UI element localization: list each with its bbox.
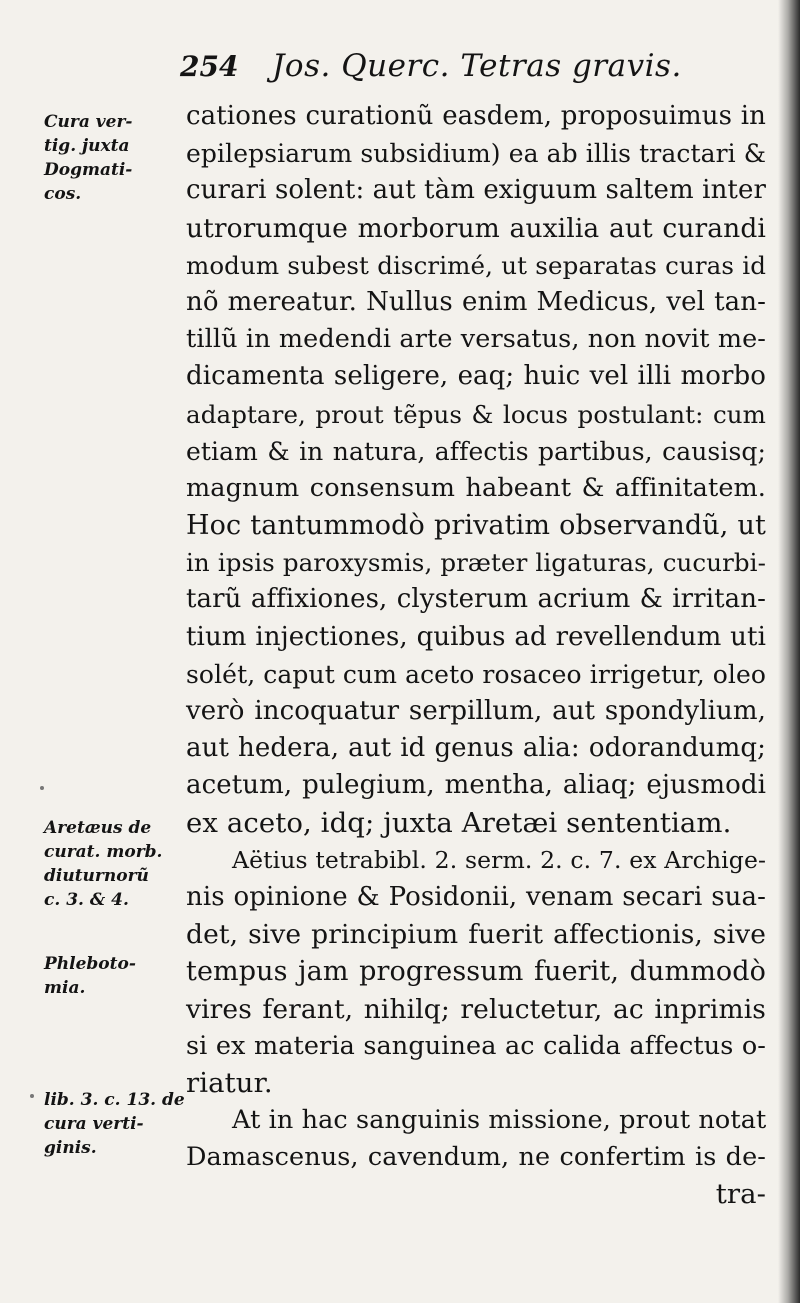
text-line: epilepsiarum subsidium) ea ab illis tractari &	[186, 139, 767, 169]
margin-speck	[30, 1094, 34, 1098]
text-line: aut hedera, aut id genus alia: odorandumq;	[186, 733, 766, 764]
text-line: modum subest discrimé, ut separatas curas id	[186, 250, 766, 280]
margin-note-phlebotomia: Phleboto- mia.	[44, 954, 136, 998]
text-line: At in hac sanguinis missione, prout notat	[232, 1105, 767, 1136]
page-header	[180, 44, 740, 94]
text-line: verò incoquatur serpillum, aut spondylium,	[186, 696, 766, 726]
text-line: adaptare, prout tẽpus & locus postulant: cum	[186, 399, 766, 429]
text-line: si ex materia sanguinea ac calida affectus o-	[186, 1030, 766, 1061]
text-line: vires ferant, nihilq; reluctetur, ac inprimis	[186, 993, 766, 1025]
text-line: tium injectiones, quibus ad revellendum uti	[186, 621, 766, 652]
text-line: utrorumque morborum auxilia aut curandi	[186, 212, 766, 244]
text-line: riatur.	[186, 1066, 273, 1099]
text-line: nõ mereatur. Nullus enim Medicus, vel tan-	[186, 286, 766, 317]
text-line: nis opinione & Posidonii, venam secari sua-	[186, 881, 766, 912]
margin-note-cura-vertiginis: Cura ver- tig. juxta Dogmati- cos.	[44, 112, 133, 204]
text-line: dicamenta seligere, eaq; huic vel illi morbo	[186, 361, 766, 392]
text-line: acetum, pulegium, mentha, aliaq; ejusmodi	[186, 770, 766, 801]
text-line: curari solent: aut tàm exiguum saltem inter	[186, 175, 766, 206]
text-line: ex aceto, idq; juxta Aretæi sententiam.	[186, 806, 732, 839]
scan-edge-shadow	[778, 0, 800, 1303]
text-line: tempus jam progressum fuerit, dummodò	[186, 956, 766, 988]
page-number: 254	[180, 50, 239, 83]
body-text	[186, 98, 766, 1214]
text-line: in ipsis paroxysmis, præter ligaturas, cucurbi-	[186, 548, 766, 578]
catchword: tra-	[715, 1178, 766, 1211]
text-line: cationes curationũ easdem, proposuimus in	[186, 101, 766, 131]
text-line: tillũ in medendi arte versatus, non novit me-	[186, 324, 766, 355]
text-line: det, sive principium fuerit affectionis, sive	[186, 919, 766, 951]
margin-note-aretaeus: Aretæus de curat. morb. diuturnorũ c. 3. & 4.	[44, 818, 163, 910]
text-line: etiam & in natura, affectis partibus, causisq;	[186, 436, 766, 466]
text-line: Hoc tantummodò privatim observandũ, ut	[186, 510, 766, 542]
text-line: magnum consensum habeant & affinitatem.	[186, 472, 766, 503]
text-line: tarũ affixiones, clysterum acrium & irritan-	[186, 584, 766, 615]
text-line: Aëtius tetrabibl. 2. serm. 2. c. 7. ex Archige-	[232, 845, 766, 874]
text-line: Damascenus, cavendum, ne confertim is de-	[186, 1142, 766, 1173]
running-head: Jos. Querc. Tetras gravis.	[272, 48, 682, 84]
text-line: solét, caput cum aceto rosaceo irrigetur, oleo	[186, 659, 767, 689]
margin-speck	[40, 786, 44, 790]
margin-note-lib3: lib. 3. c. 13. de cura verti- ginis.	[44, 1090, 185, 1158]
